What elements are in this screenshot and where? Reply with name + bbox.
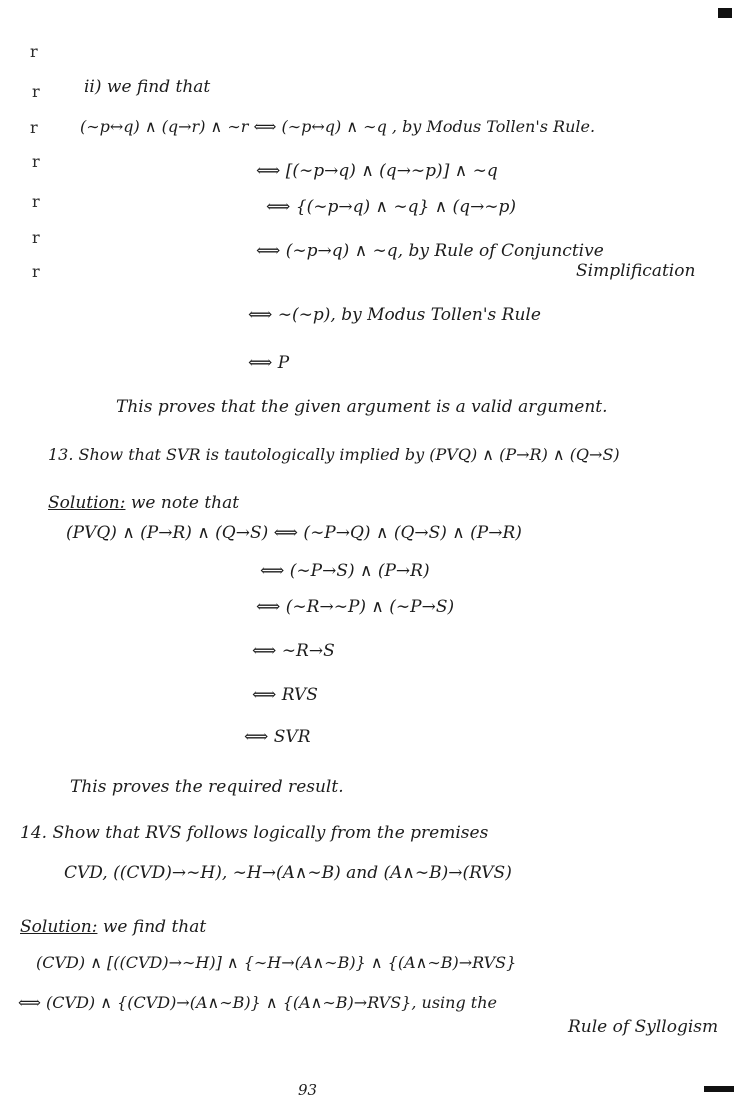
solution-line <box>48 494 239 513</box>
equivalence-line: ⟺ P <box>248 353 290 373</box>
problem-14-statement: 14. Show that RVS follows logically from the premises <box>20 823 489 843</box>
margin-mark: r <box>32 152 40 171</box>
solution-intro: we note that <box>125 493 240 513</box>
margin-mark: r <box>32 82 40 101</box>
margin-mark: r <box>32 228 40 247</box>
equivalence-line: ⟺ ∼R→S <box>252 641 335 661</box>
solution-intro: we find that <box>97 917 207 937</box>
equivalence-line: ⟺ ∼(∼p), by Modus Tollen's Rule <box>248 305 541 325</box>
equivalence-line: ⟺ SVR <box>244 727 311 747</box>
equivalence-line: ⟺ [(∼p→q) ∧ (q→∼p)] ∧ ∼q <box>256 161 498 181</box>
equivalence-line-continuation: Simplification <box>576 261 696 281</box>
scan-corner-mark-bottom <box>704 1086 734 1092</box>
equivalence-line: ⟺ (∼p→q) ∧ ∼q, by Rule of Conjunctive <box>256 241 604 261</box>
equivalence-line: (PVQ) ∧ (P→R) ∧ (Q→S) ⟺ (∼P→Q) ∧ (Q→S) ∧ (P→R) <box>66 523 522 543</box>
equivalence-line: (∼p↔q) ∧ (q→r) ∧ ∼r ⟺ (∼p↔q) ∧ ∼q , by Modus Tollen's Rule. <box>80 117 596 136</box>
equivalence-line: ⟺ (∼P→S) ∧ (P→R) <box>260 561 430 581</box>
equivalence-line-continuation: Rule of Syllogism <box>568 1017 719 1037</box>
scan-corner-mark-top <box>718 8 732 18</box>
solution-line <box>20 918 206 937</box>
conclusion-text: This proves that the given argument is a valid argument. <box>116 397 608 417</box>
problem-14-premises: CVD, ((CVD)→∼H), ∼H→(A∧∼B) and (A∧∼B)→(RVS) <box>64 863 512 883</box>
equivalence-line: ⟺ {(∼p→q) ∧ ∼q} ∧ (q→∼p) <box>266 197 517 217</box>
equivalence-line: ⟺ (CVD) ∧ {(CVD)→(A∧∼B)} ∧ {(A∧∼B)→RVS}, using the <box>18 993 497 1012</box>
margin-mark: r <box>32 262 40 281</box>
margin-mark: r <box>32 192 40 211</box>
solution-label: Solution: <box>20 917 98 937</box>
equivalence-line: ⟺ RVS <box>252 685 318 705</box>
equivalence-line: ⟺ (∼R→∼P) ∧ (∼P→S) <box>256 597 455 617</box>
solution-label: Solution: <box>48 493 126 513</box>
problem-13-statement: 13. Show that SVR is tautologically implied by (PVQ) ∧ (P→R) ∧ (Q→S) <box>48 445 620 464</box>
conclusion-text: This proves the required result. <box>70 777 344 797</box>
margin-mark: r <box>30 118 38 137</box>
subpart-heading: ii) we find that <box>84 77 211 97</box>
margin-mark: r <box>30 42 38 61</box>
page-number: 93 <box>298 1081 318 1099</box>
equivalence-line: (CVD) ∧ [((CVD)→∼H)] ∧ {∼H→(A∧∼B)} ∧ {(A∧∼B)→RVS} <box>36 953 517 972</box>
